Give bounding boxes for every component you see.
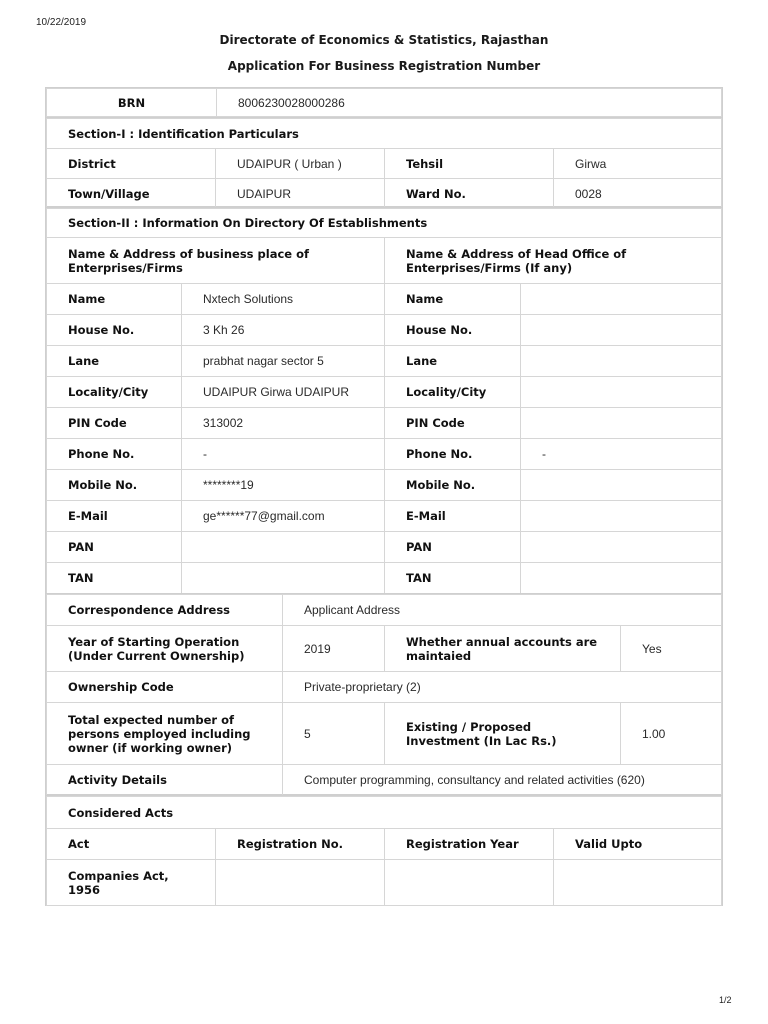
ho-name-value xyxy=(521,284,722,315)
name-value: Nxtech Solutions xyxy=(182,284,385,315)
ho-mobile-value xyxy=(521,470,722,501)
ho-tan-value xyxy=(521,563,722,594)
investment-label: Existing / Proposed Investment (In Lac Rs.) xyxy=(385,703,621,765)
phone-value: - xyxy=(182,439,385,470)
ho-lane-value xyxy=(521,346,722,377)
acts-header-act: Act xyxy=(47,829,216,860)
district-value: UDAIPUR ( Urban ) xyxy=(216,149,385,179)
print-date: 10/22/2019 xyxy=(36,17,87,28)
accounts-value: Yes xyxy=(621,626,722,672)
section-2 xyxy=(45,207,723,594)
ho-lane-label: Lane xyxy=(385,346,521,377)
ward-label: Ward No. xyxy=(385,179,554,209)
town-value: UDAIPUR xyxy=(216,179,385,209)
ho-locality-label: Locality/City xyxy=(385,377,521,408)
acts-title: Considered Acts xyxy=(47,797,722,829)
accounts-label: Whether annual accounts are maintaied xyxy=(385,626,621,672)
house-label: House No. xyxy=(47,315,182,346)
ho-phone-label: Phone No. xyxy=(385,439,521,470)
brn-label: BRN xyxy=(47,89,217,117)
ho-house-label: House No. xyxy=(385,315,521,346)
acts-header-reg-no: Registration No. xyxy=(216,829,385,860)
persons-label: Total expected number of persons employed including owner (if working owner) xyxy=(47,703,283,765)
locality-value: UDAIPUR Girwa UDAIPUR xyxy=(182,377,385,408)
town-label: Town/Village xyxy=(47,179,216,209)
business-place-header: Name & Address of business place of Enterprises/Firms xyxy=(47,238,385,284)
act-reg-no xyxy=(216,860,385,906)
district-label: District xyxy=(47,149,216,179)
tehsil-value: Girwa xyxy=(554,149,722,179)
ho-email-value xyxy=(521,501,722,532)
activity-label: Activity Details xyxy=(47,765,283,796)
house-value: 3 Kh 26 xyxy=(182,315,385,346)
ho-tan-label: TAN xyxy=(385,563,521,594)
section-1-title: Section-I : Identification Particulars xyxy=(47,119,722,149)
pan-value xyxy=(182,532,385,563)
mobile-label: Mobile No. xyxy=(47,470,182,501)
page-number: 1/2 xyxy=(719,995,732,1005)
ho-email-label: E-Mail xyxy=(385,501,521,532)
ownership-label: Ownership Code xyxy=(47,672,283,703)
brn-block xyxy=(45,87,723,118)
phone-label: Phone No. xyxy=(47,439,182,470)
correspondence-label: Correspondence Address xyxy=(47,595,283,626)
org-title: Directorate of Economics & Statistics, Rajasthan xyxy=(219,33,549,47)
activity-value: Computer programming, consultancy and related activities (620) xyxy=(283,765,722,796)
brn-value: 8006230028000286 xyxy=(217,89,722,117)
lane-value: prabhat nagar sector 5 xyxy=(182,346,385,377)
email-label: E-Mail xyxy=(47,501,182,532)
act-valid-upto xyxy=(554,860,722,906)
ho-mobile-label: Mobile No. xyxy=(385,470,521,501)
email-value: ge******77@gmail.com xyxy=(182,501,385,532)
persons-value: 5 xyxy=(283,703,385,765)
acts-header-valid-upto: Valid Upto xyxy=(554,829,722,860)
ho-pan-value xyxy=(521,532,722,563)
ho-name-label: Name xyxy=(385,284,521,315)
year-value: 2019 xyxy=(283,626,385,672)
pin-value: 313002 xyxy=(182,408,385,439)
tehsil-label: Tehsil xyxy=(385,149,554,179)
pin-label: PIN Code xyxy=(47,408,182,439)
lane-label: Lane xyxy=(47,346,182,377)
tan-label: TAN xyxy=(47,563,182,594)
ho-pin-value xyxy=(521,408,722,439)
ho-house-value xyxy=(521,315,722,346)
section-1 xyxy=(45,117,723,207)
ownership-value: Private-proprietary (2) xyxy=(283,672,722,703)
correspondence-value: Applicant Address xyxy=(283,595,722,626)
acts-header-reg-year: Registration Year xyxy=(385,829,554,860)
act-reg-year xyxy=(385,860,554,906)
ho-phone-value: - xyxy=(521,439,722,470)
ward-value: 0028 xyxy=(554,179,722,209)
section-2-title: Section-II : Information On Directory Of Establishments xyxy=(47,209,722,238)
ho-pan-label: PAN xyxy=(385,532,521,563)
head-office-header: Name & Address of Head Office of Enterprises/Firms (If any) xyxy=(385,238,722,284)
details-block xyxy=(45,593,723,795)
ho-pin-label: PIN Code xyxy=(385,408,521,439)
year-label: Year of Starting Operation (Under Current Ownership) xyxy=(47,626,283,672)
pan-label: PAN xyxy=(47,532,182,563)
investment-value: 1.00 xyxy=(621,703,722,765)
acts-block xyxy=(45,795,723,906)
ho-locality-value xyxy=(521,377,722,408)
mobile-value: ********19 xyxy=(182,470,385,501)
locality-label: Locality/City xyxy=(47,377,182,408)
name-label: Name xyxy=(47,284,182,315)
form-title: Application For Business Registration Number xyxy=(227,59,541,73)
act-name: Companies Act, 1956 xyxy=(47,860,216,906)
tan-value xyxy=(182,563,385,594)
